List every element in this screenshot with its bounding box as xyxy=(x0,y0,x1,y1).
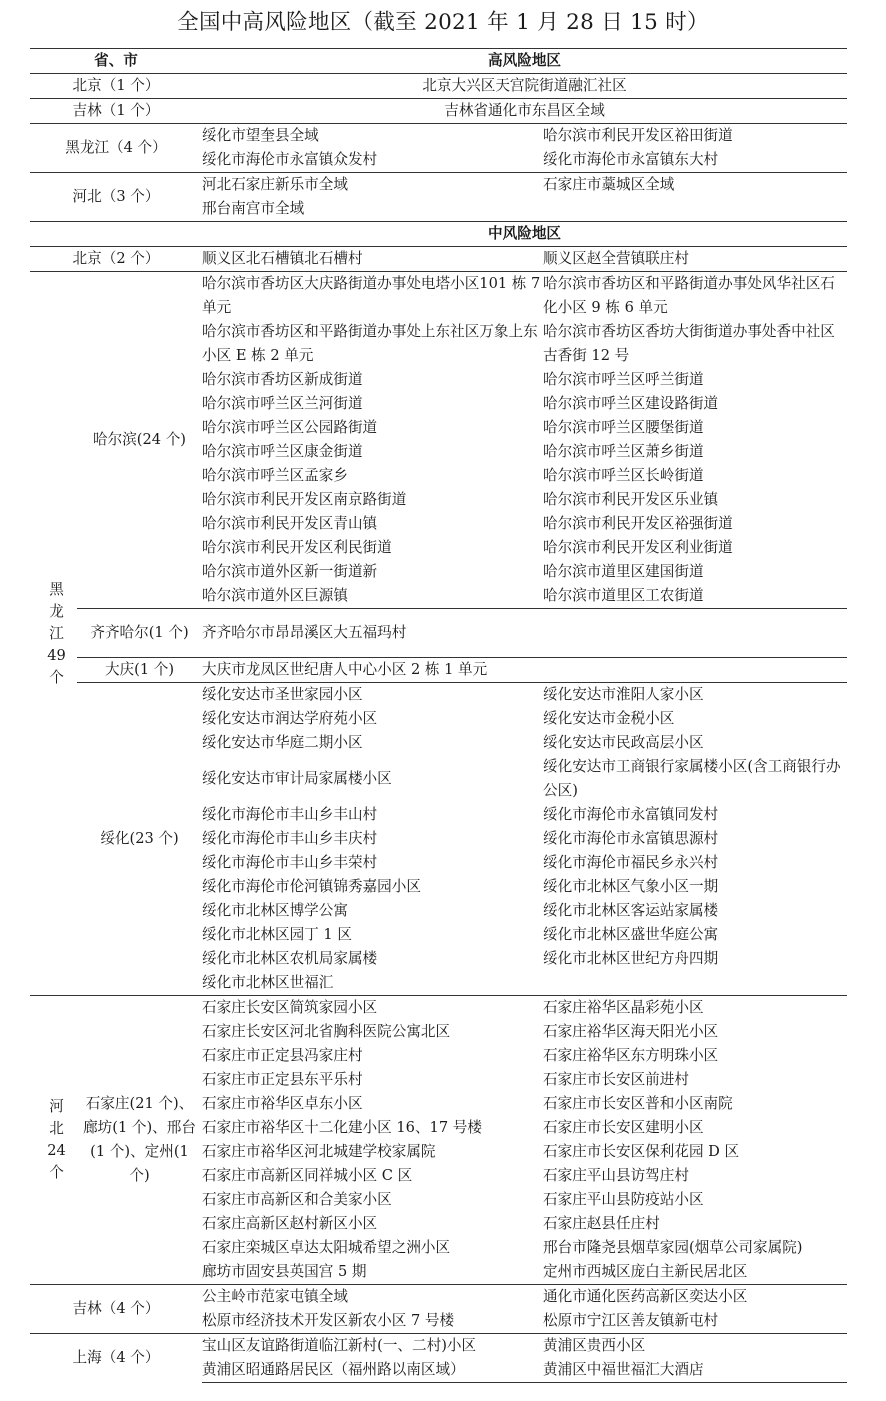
section-header-high-risk: 高风险地区 xyxy=(202,49,847,74)
area-name: 石家庄市高新区同祥城小区 C 区 xyxy=(202,1167,413,1184)
area-name: 绥化市海伦市永富镇众发村 xyxy=(202,151,378,168)
area-name: 定州市西城区庞白主新民居北区 xyxy=(543,1263,748,1280)
area-name: 石家庄平山县防疫站小区 xyxy=(543,1191,704,1208)
area-name: 绥化市北林区盛世华庭公寓 xyxy=(543,926,719,943)
area-name: 绥化市北林区园丁 1 区 xyxy=(202,926,352,943)
area-name: 通化市通化医药高新区奕达小区 xyxy=(541,1285,847,1310)
area-name: 绥化安达市圣世家园小区 xyxy=(202,683,541,708)
area-name: 哈尔滨市呼兰区孟家乡 xyxy=(202,467,348,484)
province-label: 吉林（1 个） xyxy=(30,99,202,124)
area-name: 石家庄市长安区普和小区南院 xyxy=(543,1095,733,1112)
table-row xyxy=(30,996,847,1021)
area-name: 绥化市海伦市永富镇思源村 xyxy=(543,830,719,847)
area-name: 哈尔滨市利民开发区青山镇 xyxy=(202,515,378,532)
area-name: 石家庄市裕华区卓东小区 xyxy=(202,1095,363,1112)
area-name: 绥化市北林区气象小区一期 xyxy=(543,878,719,895)
area-name xyxy=(541,197,847,222)
area-name: 吉林省通化市东昌区全域 xyxy=(202,99,847,124)
table-row xyxy=(30,124,847,149)
province-label: 河北（3 个） xyxy=(30,173,202,222)
table-row xyxy=(30,609,847,658)
area-name: 邢台市隆尧县烟草家园(烟草公司家属院) xyxy=(543,1239,803,1256)
area-name: 哈尔滨市香坊区新成街道 xyxy=(202,371,363,388)
area-name: 绥化市海伦市丰山乡丰荣村 xyxy=(202,854,378,871)
area-name: 石家庄裕华区晶彩苑小区 xyxy=(541,996,847,1021)
area-name: 绥化安达市华庭二期小区 xyxy=(202,734,363,751)
table-row xyxy=(30,49,847,74)
area-name: 石家庄栾城区卓达太阳城希望之洲小区 xyxy=(202,1239,451,1256)
area-name: 哈尔滨市呼兰区兰河街道 xyxy=(202,395,363,412)
area-name: 石家庄赵县任庄村 xyxy=(543,1215,660,1232)
area-name: 绥化市海伦市永富镇东大村 xyxy=(543,151,719,168)
area-name: 绥化安达市金税小区 xyxy=(543,710,675,727)
area-name: 石家庄长安区河北省胸科医院公寓北区 xyxy=(202,1023,451,1040)
area-name: 绥化市海伦市伦河镇锦秀嘉园小区 xyxy=(202,878,421,895)
table-row xyxy=(30,1334,847,1359)
area-name: 绥化安达市润达学府苑小区 xyxy=(202,710,378,727)
area-name: 哈尔滨市呼兰区呼兰街道 xyxy=(543,371,704,388)
table-row xyxy=(30,658,847,683)
area-name: 绥化市北林区博学公寓 xyxy=(202,902,348,919)
area-name: 哈尔滨市道里区建国街道 xyxy=(543,563,704,580)
area-name: 绥化市海伦市永富镇同发村 xyxy=(543,806,719,823)
area-name: 齐齐哈尔市昂昂溪区大五福玛村 xyxy=(202,609,847,658)
area-name: 哈尔滨市香坊区和平路街道办事处风华社区石化小区 9 栋 6 单元 xyxy=(541,272,847,321)
area-name: 哈尔滨市香坊区大庆路街道办事处电塔小区101 栋 7 单元 xyxy=(202,272,541,321)
area-name: 河北石家庄新乐市全域 xyxy=(202,173,541,198)
area-name: 哈尔滨市道外区新一街道新 xyxy=(202,563,378,580)
area-name: 石家庄市裕华区十二化建小区 16、17 号楼 xyxy=(202,1119,482,1136)
area-name: 哈尔滨市香坊区香坊大街街道办事处香中社区古香街 12 号 xyxy=(543,323,835,364)
risk-area-table xyxy=(30,48,847,1383)
area-name: 绥化安达市工商银行家属楼小区(含工商银行办公区) xyxy=(543,758,841,799)
area-name: 邢台南宫市全域 xyxy=(202,200,305,217)
province-label: 吉林（4 个） xyxy=(30,1285,202,1334)
area-name: 大庆市龙凤区世纪唐人中心小区 2 栋 1 单元 xyxy=(202,658,847,683)
province-label: 北京（1 个） xyxy=(30,74,202,99)
area-name: 哈尔滨市利民开发区裕强街道 xyxy=(543,515,733,532)
area-name: 石家庄长安区简筑家园小区 xyxy=(202,996,541,1021)
area-name: 石家庄裕华区海天阳光小区 xyxy=(543,1023,719,1040)
area-name: 石家庄平山县访驾庄村 xyxy=(543,1167,689,1184)
area-name: 廊坊市固安县英国宫 5 期 xyxy=(202,1263,367,1280)
area-name xyxy=(541,971,847,996)
area-name: 石家庄市长安区保利花园 D 区 xyxy=(543,1143,740,1160)
area-name: 绥化市望奎县全域 xyxy=(202,124,541,149)
area-name: 北京大兴区天宫院街道融汇社区 xyxy=(202,74,847,99)
area-name: 石家庄市藁城区全域 xyxy=(541,173,847,198)
province-label: 北京（2 个） xyxy=(30,247,202,272)
page-title: 全国中高风险地区（截至 2021 年 1 月 28 日 15 时） xyxy=(177,10,709,35)
area-name: 松原市经济技术开发区新农小区 7 号楼 xyxy=(202,1312,455,1329)
area-name: 公主岭市范家屯镇全域 xyxy=(202,1285,541,1310)
area-name: 石家庄市裕华区河北城建学校家属院 xyxy=(202,1143,436,1160)
area-name: 黄浦区中福世福汇大酒店 xyxy=(541,1358,847,1383)
area-name: 石家庄市长安区前进村 xyxy=(543,1071,689,1088)
area-name: 绥化安达市淮阳人家小区 xyxy=(541,683,847,708)
area-name: 哈尔滨市利民开发区裕田街道 xyxy=(541,124,847,149)
province-label: 上海（4 个） xyxy=(30,1334,202,1383)
area-name: 哈尔滨市呼兰区公园路街道 xyxy=(202,419,378,436)
area-name: 石家庄市长安区建明小区 xyxy=(543,1119,704,1136)
column-header-blank xyxy=(30,222,202,247)
area-name: 哈尔滨市呼兰区长岭街道 xyxy=(543,467,704,484)
area-name: 绥化市北林区农机局家属楼 xyxy=(202,950,378,967)
city-label-daqing: 大庆(1 个) xyxy=(77,658,202,683)
area-name: 哈尔滨市利民开发区利民街道 xyxy=(202,539,392,556)
area-name: 哈尔滨市利民开发区乐业镇 xyxy=(543,491,719,508)
column-header-province: 省、市 xyxy=(30,49,202,74)
table-row xyxy=(30,247,847,272)
section-header-mid-risk: 中风险地区 xyxy=(202,222,847,247)
area-name: 绥化市北林区世纪方舟四期 xyxy=(543,950,719,967)
city-label-suihua: 绥化(23 个) xyxy=(77,683,202,996)
province-label: 黑龙江（4 个） xyxy=(30,124,202,173)
area-name: 绥化市北林区世福汇 xyxy=(202,974,334,991)
area-name: 哈尔滨市呼兰区建设路街道 xyxy=(543,395,719,412)
area-name: 哈尔滨市道里区工农街道 xyxy=(543,587,704,604)
area-name: 石家庄高新区赵村新区小区 xyxy=(202,1215,378,1232)
city-label-harbin: 哈尔滨(24 个) xyxy=(77,272,202,609)
area-name: 石家庄市高新区和合美家小区 xyxy=(202,1191,392,1208)
area-name: 绥化市海伦市福民乡永兴村 xyxy=(543,854,719,871)
table-row xyxy=(30,1285,847,1310)
area-name: 哈尔滨市呼兰区康金街道 xyxy=(202,443,363,460)
table-row xyxy=(30,74,847,99)
area-name: 绥化安达市民政高层小区 xyxy=(543,734,704,751)
area-name: 哈尔滨市呼兰区腰堡街道 xyxy=(543,419,704,436)
area-name: 石家庄市正定县东平乐村 xyxy=(202,1071,363,1088)
city-label-qiqihar: 齐齐哈尔(1 个) xyxy=(77,609,202,658)
area-name: 绥化市海伦市丰山乡丰庆村 xyxy=(202,830,378,847)
province-label-hebei: 河 北 24 个 xyxy=(30,996,77,1285)
area-name: 绥化市海伦市丰山乡丰山村 xyxy=(202,806,378,823)
table-row xyxy=(30,99,847,124)
area-name: 松原市宁江区善友镇新屯村 xyxy=(543,1312,719,1329)
area-name: 顺义区北石槽镇北石槽村 xyxy=(202,247,541,272)
table-row xyxy=(30,222,847,247)
area-name: 石家庄市正定县冯家庄村 xyxy=(202,1047,363,1064)
table-row xyxy=(30,683,847,708)
area-name: 绥化市北林区客运站家属楼 xyxy=(543,902,719,919)
area-name: 绥化安达市审计局家属楼小区 xyxy=(202,770,392,787)
area-name: 哈尔滨市香坊区和平路街道办事处上东社区万象上东小区 E 栋 2 单元 xyxy=(202,323,538,364)
area-name: 顺义区赵全营镇联庄村 xyxy=(541,247,847,272)
area-name: 石家庄裕华区东方明珠小区 xyxy=(543,1047,719,1064)
province-label-heilongjiang: 黑 龙 江 49 个 xyxy=(30,272,77,996)
area-name: 哈尔滨市道外区巨源镇 xyxy=(202,587,348,604)
table-row xyxy=(30,173,847,198)
area-name: 哈尔滨市呼兰区萧乡街道 xyxy=(543,443,704,460)
area-name: 哈尔滨市利民开发区南京路街道 xyxy=(202,491,407,508)
area-name: 黄浦区昭通路居民区（福州路以南区域） xyxy=(202,1358,541,1383)
city-label-hebei: 石家庄(21 个)、廊坊(1 个)、邢台(1 个)、定州(1 个) xyxy=(77,996,202,1285)
area-name: 哈尔滨市利民开发区利业街道 xyxy=(543,539,733,556)
area-name: 宝山区友谊路街道临江新村(一、二村)小区 xyxy=(202,1334,541,1359)
table-row xyxy=(30,272,847,321)
area-name: 黄浦区贵西小区 xyxy=(541,1334,847,1359)
